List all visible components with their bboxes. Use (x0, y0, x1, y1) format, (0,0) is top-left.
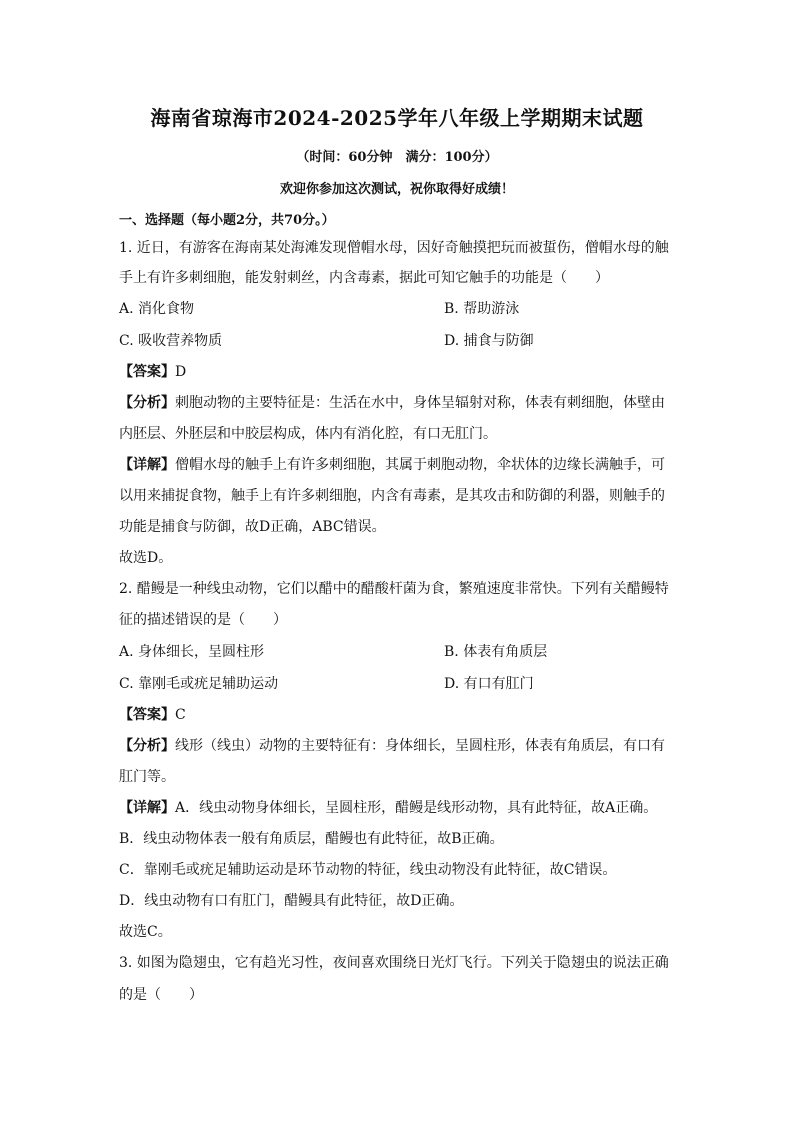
analysis-text: 刺胞动物的主要特征是：生活在水中，身体呈辐射对称，体表有刺细胞，体壁由 (175, 395, 665, 411)
q2-detail-line1 (119, 798, 679, 818)
q3-stem-line2: 的是（ ） (119, 987, 203, 1003)
q3-stem-line1: 3. 如图为隐翅虫，它有趋光习性，夜间喜欢围绕日光灯飞行。下列关于隐翅虫的说法正确 (119, 955, 669, 971)
q1-detail-line3: 功能是捕食与防御，故D正确，ABC错误。 (119, 519, 386, 535)
analysis-tag: 【分析】 (119, 395, 175, 411)
exam-time-info: （时间：60分钟 满分：100分） (296, 150, 498, 165)
q2-detail-line4: D．线虫动物有口有肛门，醋鳗具有此特征，故D正确。 (119, 893, 464, 909)
q2-analysis-line1 (119, 736, 679, 756)
q2-stem-line2: 征的描述错误的是（ ） (119, 612, 287, 628)
q1-option-c: C. 吸收营养物质 (119, 333, 223, 349)
q2-detail-line2: B．线虫动物体表一般有角质层，醋鳗也有此特征，故B正确。 (119, 831, 504, 847)
detail-tag: 【详解】 (119, 457, 175, 473)
detail-text: 僧帽水母的触手上有许多刺细胞，其属于刺胞动物，伞状体的边缘长满触手，可 (175, 457, 665, 473)
q2-option-b: B. 体表有角质层 (444, 644, 548, 660)
q1-option-b: B. 帮助游泳 (444, 301, 520, 317)
q1-option-a: A. 消化食物 (119, 301, 195, 317)
q2-option-a: A. 身体细长，呈圆柱形 (119, 644, 265, 660)
q2-stem-line1: 2. 醋鳗是一种线虫动物，它们以醋中的醋酸杆菌为食，繁殖速度非常快。下列有关醋鳗特 (119, 581, 669, 597)
q1-option-d: D. 捕食与防御 (444, 333, 534, 349)
q1-analysis-line1 (119, 393, 679, 413)
answer-value: C (175, 707, 186, 723)
q1-answer (119, 362, 679, 382)
section-heading: 一、选择题（每小题2分，共70分。） (119, 213, 335, 228)
q2-conclusion: 故选C。 (119, 924, 172, 940)
exam-title: 海南省琼海市2024-2025学年八年级上学期期末试题 (150, 106, 644, 130)
q2-analysis-line2: 肛门等。 (119, 769, 175, 785)
answer-tag: 【答案】 (119, 364, 175, 380)
analysis-text: 线形（线虫）动物的主要特征有：身体细长，呈圆柱形，体表有角质层，有口有 (175, 738, 665, 754)
q2-detail-line3: C．靠刚毛或疣足辅助运动是环节动物的特征，线虫动物没有此特征，故C错误。 (119, 862, 617, 878)
analysis-tag: 【分析】 (119, 738, 175, 754)
q1-detail-line2: 以用来捕捉食物，触手上有许多刺细胞，内含有毒素，是其攻击和防御的利器，则触手的 (119, 488, 665, 504)
q2-answer (119, 705, 679, 725)
welcome-message: 欢迎你参加这次测试，祝你取得好成绩！ (279, 182, 514, 197)
q1-detail-line1 (119, 455, 679, 475)
detail-text: A．线虫动物身体细长，呈圆柱形，醋鳗是线形动物，具有此特征，故A正确。 (175, 800, 658, 816)
q2-option-c: C. 靠刚毛或疣足辅助运动 (119, 676, 279, 692)
answer-tag: 【答案】 (119, 707, 175, 723)
answer-value: D (175, 364, 187, 380)
detail-tag: 【详解】 (119, 800, 175, 816)
q1-stem-line1: 1. 近日，有游客在海南某处海滩发现僧帽水母，因好奇触摸把玩而被蜇伤，僧帽水母的触 (119, 240, 669, 256)
q1-stem-line2: 手上有许多刺细胞，能发射刺丝，内含毒素，据此可知它触手的功能是（ ） (119, 270, 609, 286)
q2-option-d: D. 有口有肛门 (444, 676, 534, 692)
q1-analysis-line2: 内胚层、外胚层和中胶层构成，体内有消化腔，有口无肛门。 (119, 426, 497, 442)
q1-conclusion: 故选D。 (119, 550, 173, 566)
